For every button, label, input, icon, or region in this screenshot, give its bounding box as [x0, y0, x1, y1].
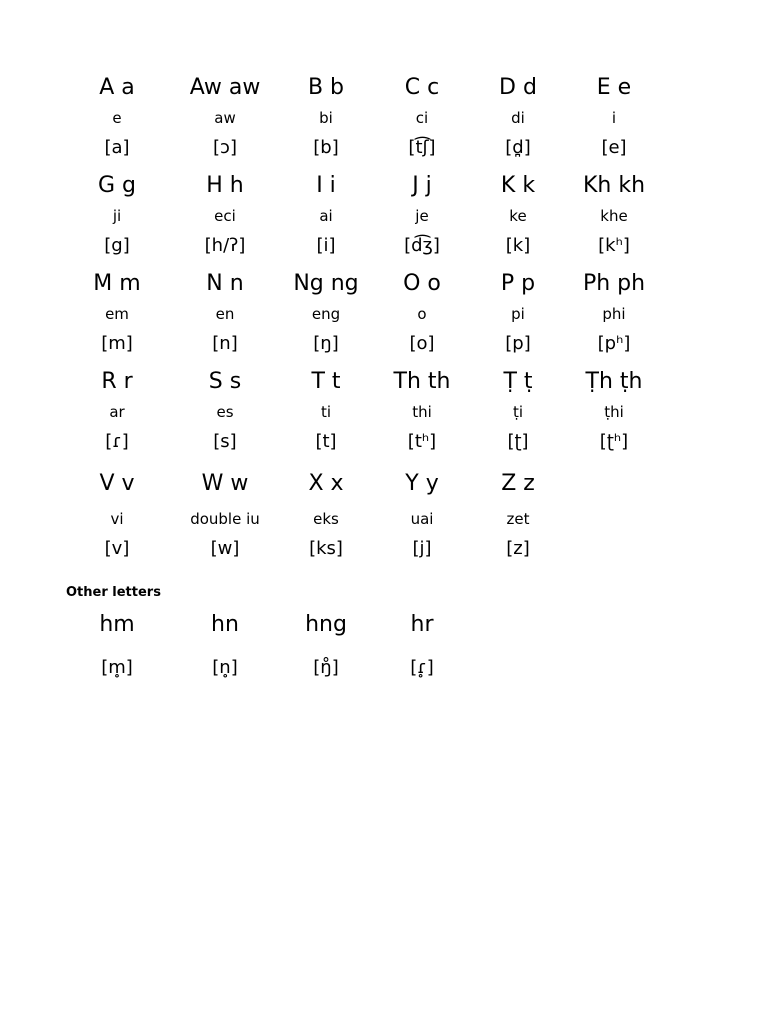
letter-ipa: [ʈʰ] [599, 431, 629, 452]
letter-name: en [215, 305, 235, 323]
letter-glyph: E e [596, 75, 632, 100]
letter-glyph: Y y [405, 471, 439, 496]
letter-glyph: M m [93, 271, 141, 296]
letter-name: eci [214, 207, 236, 225]
letter-glyph: Ṭh ṭh [585, 369, 643, 394]
letter-name: je [415, 207, 429, 225]
letter-glyph: R r [101, 369, 133, 394]
letter-ipa: [o] [409, 333, 435, 354]
letter-glyph: S s [208, 369, 242, 394]
letter-name: vi [110, 510, 124, 528]
letter-ipa: [ks] [309, 538, 343, 559]
letter-name: ar [109, 403, 125, 421]
letter-ipa: [k] [505, 235, 531, 256]
letter-name: e [112, 109, 122, 127]
letter-name: uai [410, 510, 434, 528]
letter-name: zet [506, 510, 530, 528]
letter-name: eng [311, 305, 341, 323]
letter-glyph: C c [404, 75, 440, 100]
letter-ipa: [z] [506, 538, 530, 559]
letter-ipa: [tʰ] [407, 431, 437, 452]
letter-glyph: hm [99, 612, 135, 637]
letter-glyph: A a [99, 75, 135, 100]
letter-ipa: [v] [104, 538, 130, 559]
letter-glyph: hng [305, 612, 347, 637]
letter-glyph: P p [500, 271, 536, 296]
letter-ipa: [s] [213, 431, 237, 452]
letter-glyph: H h [206, 173, 244, 198]
letter-glyph: D d [499, 75, 537, 100]
letter-ipa: [d͡ʒ] [404, 235, 440, 256]
letter-glyph: Th th [393, 369, 451, 394]
letter-ipa: [t͡ʃ] [408, 137, 436, 158]
letter-ipa: [i] [316, 235, 336, 256]
letter-name: o [417, 305, 427, 323]
letter-ipa: [w] [210, 538, 240, 559]
letter-glyph: O o [403, 271, 441, 296]
letter-name: ke [509, 207, 527, 225]
letter-ipa: [g] [104, 235, 130, 256]
letter-ipa: [ʈ] [507, 431, 529, 452]
letter-glyph: hr [410, 612, 434, 637]
letter-name: i [611, 109, 617, 127]
letter-name: di [511, 109, 525, 127]
letter-ipa: [a] [104, 137, 130, 158]
letter-ipa: [h/ʔ] [204, 235, 246, 256]
letter-ipa: [ɾ̥] [410, 657, 434, 678]
letter-name: thi [412, 403, 432, 421]
letter-glyph: hn [211, 612, 239, 637]
letter-glyph: Ṭ ṭ [503, 369, 533, 394]
letter-glyph: X x [308, 471, 344, 496]
letter-glyph: Kh kh [582, 173, 646, 198]
letter-glyph: W w [201, 471, 249, 496]
letter-name: phi [602, 305, 626, 323]
letter-glyph: Aw aw [189, 75, 261, 100]
letter-ipa: [e] [601, 137, 627, 158]
letter-ipa: [t] [315, 431, 337, 452]
letter-ipa: [ŋ] [313, 333, 339, 354]
letter-glyph: V v [99, 471, 135, 496]
letter-ipa: [pʰ] [597, 333, 631, 354]
letter-name: double iu [190, 510, 260, 528]
letter-name: ti [320, 403, 332, 421]
letter-glyph: J j [412, 173, 432, 198]
letter-glyph: Ph ph [582, 271, 646, 296]
letter-ipa: [ŋ̊] [313, 657, 339, 678]
letter-glyph: K k [500, 173, 536, 198]
letter-ipa: [kʰ] [598, 235, 630, 256]
letter-name: ṭhi [604, 403, 624, 421]
letter-name: ji [112, 207, 122, 225]
letter-name: eks [313, 510, 339, 528]
letter-ipa: [j] [412, 538, 432, 559]
letter-ipa: [m̥] [101, 657, 133, 678]
letter-name: pi [511, 305, 525, 323]
letter-ipa: [n] [212, 333, 238, 354]
letter-glyph: Ng ng [293, 271, 359, 296]
letter-glyph: Z z [501, 471, 535, 496]
letter-name: ṭi [512, 403, 524, 421]
letter-glyph: B b [307, 75, 345, 100]
letter-ipa: [m] [101, 333, 133, 354]
letter-name: bi [319, 109, 333, 127]
letter-name: ai [319, 207, 333, 225]
letter-ipa: [b] [313, 137, 339, 158]
letter-ipa: [ɾ] [105, 431, 129, 452]
letter-name: es [216, 403, 234, 421]
letter-ipa: [ɔ] [213, 137, 237, 158]
letter-name: em [105, 305, 129, 323]
letter-glyph: T t [311, 369, 341, 394]
letter-glyph: G g [97, 173, 136, 198]
letter-name: khe [600, 207, 628, 225]
letter-name: aw [214, 109, 236, 127]
letter-ipa: [n̥] [212, 657, 238, 678]
letter-glyph: I i [316, 173, 336, 198]
letter-ipa: [d̪] [505, 137, 531, 158]
letter-glyph: N n [206, 271, 244, 296]
letter-ipa: [p] [505, 333, 531, 354]
letter-name: ci [415, 109, 429, 127]
other-letters-heading: Other letters [66, 585, 161, 600]
